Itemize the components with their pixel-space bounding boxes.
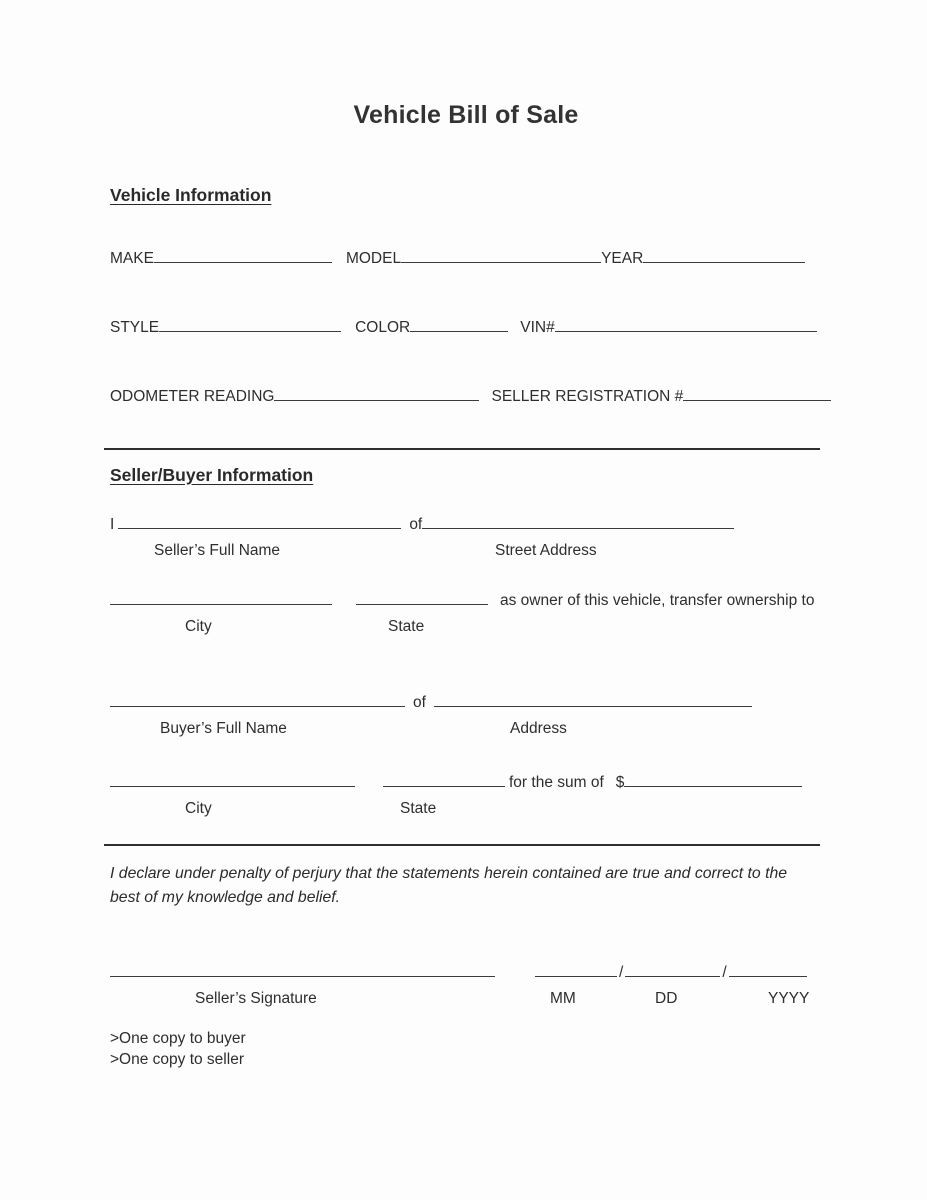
style-color-vin-row	[110, 319, 822, 343]
copy-to-seller-note: >One copy to seller	[110, 1051, 244, 1069]
copy-to-buyer-note: >One copy to buyer	[110, 1030, 246, 1047]
seller-name-address-row	[110, 516, 822, 540]
seller-state-field-line[interactable]	[356, 602, 488, 605]
buyer-state-caption: State	[400, 800, 437, 817]
buyer-name-address-captions	[110, 718, 822, 738]
seller-buyer-information-heading: Seller/Buyer Information	[110, 465, 314, 485]
buyer-name-address-row	[110, 694, 822, 718]
section-divider-2	[104, 844, 820, 846]
vin-label: VIN#	[520, 319, 555, 336]
date-dd-field-line[interactable]	[625, 974, 720, 977]
seller-name-address-captions	[110, 540, 822, 560]
buyer-city-field-line[interactable]	[110, 784, 355, 787]
buyer-city-state-sum-row	[110, 774, 822, 798]
of-label-2: of	[413, 694, 426, 711]
buyer-city-caption: City	[185, 800, 212, 817]
odometer-registration-row	[110, 388, 822, 412]
buyer-full-name-caption: Buyer’s Full Name	[160, 720, 287, 737]
yyyy-caption: YYYY	[768, 990, 810, 1007]
seller-street-address-field-line[interactable]	[422, 526, 734, 529]
color-label: COLOR	[355, 319, 411, 336]
signature-date-captions	[110, 988, 822, 1008]
model-label: MODEL	[345, 250, 402, 267]
make-field-line[interactable]	[154, 260, 332, 263]
vehicle-information-heading: Vehicle Information	[110, 185, 272, 205]
date-slash-2: /	[722, 964, 727, 981]
page-title: Vehicle Bill of Sale	[353, 101, 579, 129]
seller-city-caption: City	[185, 618, 212, 635]
date-slash-1: /	[619, 964, 624, 981]
dd-caption: DD	[655, 990, 678, 1007]
seller-city-field-line[interactable]	[110, 602, 332, 605]
sum-text: for the sum of	[509, 774, 604, 791]
sum-amount-field-line[interactable]	[624, 784, 802, 787]
signature-date-row	[110, 964, 822, 988]
street-address-caption: Street Address	[495, 542, 597, 559]
odometer-field-line[interactable]	[274, 398, 479, 401]
vin-field-line[interactable]	[555, 329, 817, 332]
model-field-line[interactable]	[401, 260, 601, 263]
section-divider-1	[104, 448, 820, 450]
make-model-year-row	[110, 250, 822, 274]
buyer-city-state-captions	[110, 798, 822, 818]
seller-registration-label: SELLER REGISTRATION #	[491, 388, 684, 405]
color-field-line[interactable]	[410, 329, 508, 332]
buyer-full-name-field-line[interactable]	[110, 704, 405, 707]
odometer-label: ODOMETER READING	[110, 388, 275, 405]
seller-full-name-caption: Seller’s Full Name	[154, 542, 281, 559]
seller-signature-field-line[interactable]	[110, 974, 495, 977]
year-label: YEAR	[601, 250, 644, 267]
seller-city-state-captions	[110, 616, 822, 636]
seller-state-caption: State	[388, 618, 425, 635]
buyer-address-caption: Address	[510, 720, 567, 737]
date-mm-field-line[interactable]	[535, 974, 617, 977]
year-field-line[interactable]	[643, 260, 805, 263]
mm-caption: MM	[550, 990, 576, 1007]
date-yyyy-field-line[interactable]	[729, 974, 807, 977]
seller-signature-caption: Seller’s Signature	[195, 990, 317, 1007]
transfer-ownership-text: as owner of this vehicle, transfer ownership to	[500, 592, 815, 609]
document-content	[110, 0, 822, 1071]
seller-city-state-row	[110, 592, 822, 616]
seller-full-name-field-line[interactable]	[118, 526, 401, 529]
buyer-state-field-line[interactable]	[383, 784, 505, 787]
style-field-line[interactable]	[159, 329, 341, 332]
seller-registration-field-line[interactable]	[683, 398, 831, 401]
style-label: STYLE	[110, 319, 160, 336]
make-label: MAKE	[110, 250, 154, 267]
buyer-address-field-line[interactable]	[434, 704, 752, 707]
perjury-declaration-text: I declare under penalty of perjury that the statements herein contained are true and correct to the best of my knowledge and belief.	[110, 865, 788, 906]
copy-notes	[110, 1028, 822, 1071]
i-prefix: I	[110, 516, 115, 533]
dollar-sign: $	[615, 774, 625, 791]
of-label: of	[409, 516, 423, 533]
